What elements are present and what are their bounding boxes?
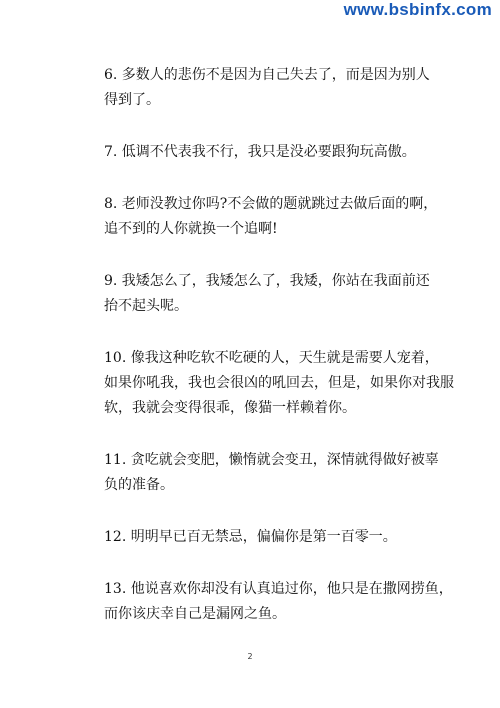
paragraph-7	[104, 140, 434, 165]
paragraph-line: 而你该庆幸自己是漏网之鱼。	[104, 606, 286, 622]
paragraph-line: 8. 老师没教过你吗?不会做的题就跳过去做后面的啊，	[104, 196, 438, 212]
paragraph-line: 软，我就会变得很乖，像猫一样赖着你。	[104, 400, 356, 416]
paragraph-10	[104, 346, 454, 421]
paragraph-line: 得到了。	[104, 92, 160, 108]
paragraph-line: 10. 像我这种吃软不吃硬的人，天生就是需要人宠着，	[104, 350, 439, 366]
paragraph-line: 13. 他说喜欢你却没有认真追过你，他只是在撒网捞鱼，	[104, 581, 453, 597]
watermark-url: www.bsbinfx.com	[343, 0, 492, 19]
paragraph-line: 9. 我矮怎么了，我矮怎么了，我矮，你站在我面前还	[104, 273, 430, 289]
paragraph-line: 12. 明明早已百无禁忌，偏偏你是第一百零一。	[104, 529, 397, 545]
paragraph-line: 6. 多数人的悲伤不是因为自己失去了，而是因为别人	[104, 67, 430, 83]
paragraph-6	[104, 63, 434, 113]
paragraph-line: 如果你吼我，我也会很凶的吼回去，但是，如果你对我服	[104, 375, 454, 391]
paragraph-line: 负的准备。	[104, 477, 174, 493]
paragraph-9	[104, 269, 434, 319]
paragraph-11	[104, 448, 439, 498]
paragraph-line: 追不到的人你就换一个追啊!	[104, 221, 278, 237]
paragraph-12	[104, 525, 434, 550]
paragraph-line: 7. 低调不代表我不行，我只是没必要跟狗玩高傲。	[104, 144, 416, 160]
paragraph-line: 11. 贪吃就会变肥，懒惰就会变丑，深情就得做好被辜	[104, 452, 439, 468]
paragraph-13	[104, 577, 453, 627]
paragraph-8	[104, 192, 438, 242]
document-body	[104, 63, 454, 654]
page-number: 2	[247, 652, 253, 661]
paragraph-line: 抬不起头呢。	[104, 298, 188, 314]
